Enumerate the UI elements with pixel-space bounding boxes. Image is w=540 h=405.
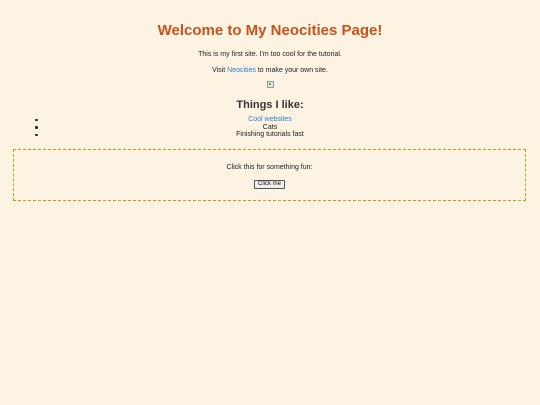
list-item: Finishing tutorials fast: [0, 131, 540, 139]
fun-prompt: Click this for something fun:: [226, 164, 313, 171]
cool-websites-link[interactable]: Cool websites: [248, 116, 292, 123]
visit-suffix: to make your own site.: [255, 67, 328, 74]
list-item: [0, 116, 540, 124]
likes-list: [0, 116, 540, 139]
visit-text: [0, 66, 540, 75]
visit-prefix: Visit: [212, 67, 228, 74]
likes-heading: Things I like:: [236, 99, 304, 111]
page-title: Welcome to My Neocities Page!: [157, 22, 383, 39]
click-me-button[interactable]: Click me: [254, 180, 285, 189]
broken-image-icon: [267, 81, 274, 88]
intro-text: This is my first site. I'm too cool for the tutorial.: [198, 51, 342, 58]
neocities-link[interactable]: Neocities: [227, 67, 256, 74]
list-item: Cats: [0, 124, 540, 132]
fun-box: [13, 149, 526, 201]
main-content: [0, 0, 540, 139]
